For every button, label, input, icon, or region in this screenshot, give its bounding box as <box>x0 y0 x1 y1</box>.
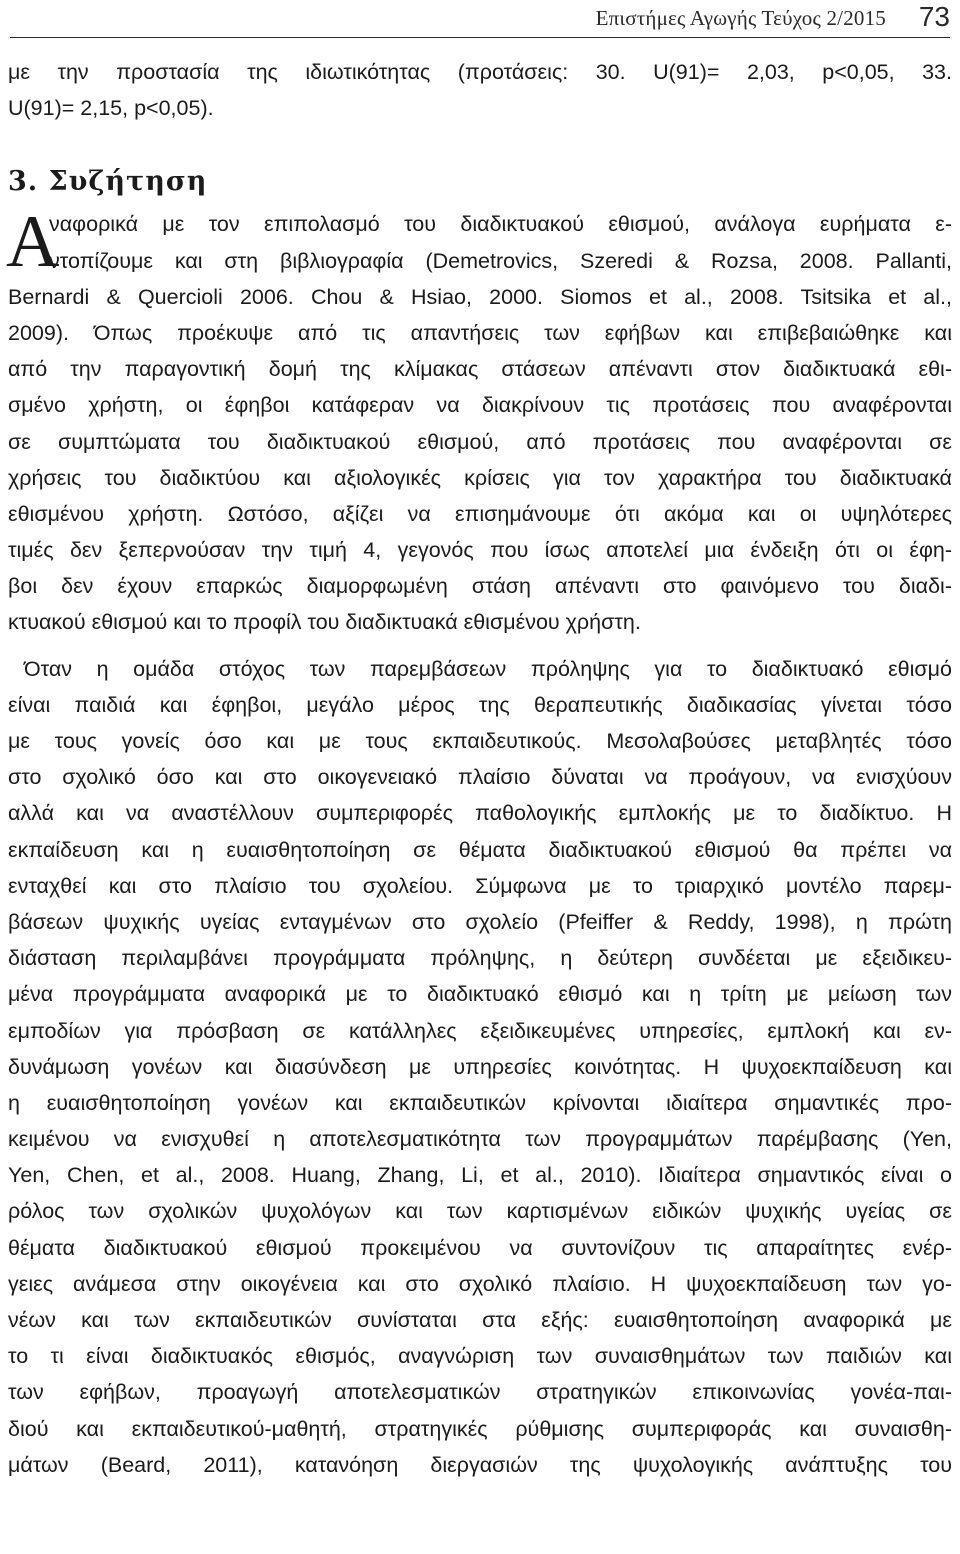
paragraph-line: κειμένου να ενισχυθεί η αποτελεσματικότητα των προγραμμάτων παρέμβασης (Yen, <box>8 1127 952 1152</box>
paragraph-discussion <box>6 201 952 640</box>
running-header <box>10 0 950 38</box>
paragraph-line: Bernardi & Quercioli 2006. Chou & Hsiao, 2000. Siomos et al., 2008. Tsitsika et al., <box>8 284 952 309</box>
paragraph-line: η ευαισθητοποίηση γονέων και εκπαιδευτικών κρίνονται ιδιαίτερα σημαντικές προ- <box>8 1090 952 1115</box>
paragraph-line: εθισμένου χρήστη. Ωστόσο, αξίζει να επισημάνουμε ότι ακόμα και οι υψηλότερες <box>8 501 952 526</box>
paragraph-line: είναι παιδιά και έφηβοι, μεγάλο μέρος της θεραπευτικής διαδικασίας γίνεται τόσο <box>8 692 952 717</box>
paragraph-line: βοι δεν έχουν επαρκώς διαμορφωμένη στάση απέναντι στο φαινόμενο του διαδι- <box>8 574 952 599</box>
paragraph-line: βάσεων ψυχικής υγείας ενταγμένων στο σχολείο (Pfeiffer & Reddy, 1998), η πρώτη <box>8 909 952 934</box>
paragraph-line: δυνάμωση γονέων και διασύνδεση με υπηρεσίες κοινότητας. Η ψυχοεκπαίδευση και <box>8 1054 952 1079</box>
paragraph-line: μένα προγράμματα αναφορικά με το διαδικτυακό εθισμό και η τρίτη με μείωση των <box>8 982 952 1007</box>
paragraph-prevention <box>8 651 952 1483</box>
paragraph-line: σε συμπτώματα του διαδικτυακού εθισμού, από προτάσεις που αναφέρονται σε <box>8 429 952 454</box>
intro-line: U(91)= 2,15, p<0,05). <box>8 96 214 121</box>
paragraph-spacer <box>8 641 952 651</box>
paragraph-line: το τι είναι διαδικτυακός εθισμός, αναγνώριση των συναισθημάτων των παιδιών και <box>8 1344 952 1369</box>
paragraph-line: διάσταση περιλαμβάνει προγράμματα πρόληψης, η δεύτερη συνδέεται με εξειδικευ- <box>8 946 952 971</box>
paragraph-line: εμποδίων για πρόσβαση σε κατάλληλες εξειδικευμένες υπηρεσίες, εμπλοκή και εν- <box>8 1018 952 1043</box>
paragraph-line: στο σχολικό όσο και στο οικογενειακό πλαίσιο δύναται να προάγουν, να ενισχύουν <box>8 765 952 790</box>
paragraph-line: διού και εκπαιδευτικού-μαθητή, στρατηγικές ρύθμισης συμπεριφοράς και συναισθη- <box>8 1416 952 1441</box>
intro-line: με την προστασία της ιδιωτικότητας (προτάσεις: 30. U(91)= 2,03, p<0,05, 33. <box>8 60 952 84</box>
paragraph-line: χρήσεις του διαδικτύου και αξιολογικές κρίσεις για τον χαρακτήρα του διαδικτυακά <box>8 465 952 490</box>
paragraph-line: εκπαίδευση και η ευαισθητοποίηση σε θέματα διαδικτυακού εθισμού θα πρέπει να <box>8 837 952 862</box>
section-spacer <box>8 126 952 158</box>
paragraph-line: κτυακού εθισμού και το προφίλ του διαδικτυακά εθισμένου χρήστη. <box>8 610 641 635</box>
header-rule <box>10 37 950 38</box>
paragraph-line: νέων και των εκπαιδευτικών συνίσταται στα εξής: ευαισθητοποίηση αναφορικά με <box>8 1308 952 1332</box>
paragraph-line: αλλά και να αναστέλλουν συμπεριφορές παθολογικής εμπλοκής με το διαδίκτυο. Η <box>8 801 952 826</box>
paragraph-line: από την παραγοντική δομή της κλίμακας στάσεων απέναντι στον διαδικτυακά εθι- <box>8 357 952 382</box>
paragraph-line: 2009). Όπως προέκυψε από τις απαντήσεις των εφήβων και επιβεβαιώθηκε και <box>8 320 952 345</box>
paragraph-line: μάτων (Beard, 2011), κατανόηση διεργασιών της ψυχολογικής ανάπτυξης του <box>8 1452 952 1477</box>
page-number: 73 <box>918 1 950 32</box>
journal-title: Επιστήμες Αγωγής Τεύχος 2/2015 <box>595 6 886 30</box>
paragraph-line: ντοπίζουμε και στη βιβλιογραφία (Demetrovics, Szeredi & Rozsa, 2008. Pallanti, <box>49 248 952 273</box>
paragraph-line: σμένο χρήστη, οι έφηβοι κατάφεραν να διακρίνουν τις προτάσεις που αναφέρονται <box>8 393 952 418</box>
drop-cap: Α <box>6 201 60 284</box>
paragraph-line: Όταν η ομάδα στόχος των παρεμβάσεων πρόληψης για το διαδικτυακό εθισμό <box>24 656 952 681</box>
body-text <box>8 54 952 1483</box>
paragraph-line: με τους γονείς όσο και με τους εκπαιδευτικούς. Μεσολαβούσες μεταβλητές τόσο <box>8 729 952 753</box>
paragraph-line: Yen, Chen, et al., 2008. Huang, Zhang, Li, et al., 2010). Ιδιαίτερα σημαντικός είναι ο <box>8 1163 952 1188</box>
section-heading: 3. Συζήτηση <box>8 166 208 198</box>
paragraph-line: ενταχθεί και στο πλαίσιο του σχολείου. Σύμφωνα με το τριαρχικό μοντέλο παρεμ- <box>8 873 952 898</box>
paragraph-line: ναφορικά με τον επιπολασμό του διαδικτυακού εθισμού, ανάλογα ευρήματα ε- <box>49 212 952 237</box>
paragraph-line: των εφήβων, προαγωγή αποτελεσματικών στρατηγικών επικοινωνίας γονέα-παι- <box>8 1380 952 1405</box>
paragraph-line: τιμές δεν ξεπερνούσαν την τιμή 4, γεγονός που ίσως αποτελεί μια ένδειξη ότι οι έφη- <box>8 538 952 563</box>
paragraph-line: θέματα διαδικτυακού εθισμού προκειμένου να συντονίζουν τις απαραίτητες ενέρ- <box>8 1235 952 1260</box>
paragraph-line: γειες ανάμεσα στην οικογένεια και στο σχολικό πλαίσιο. Η ψυχοεκπαίδευση των γο- <box>8 1271 952 1296</box>
paragraph-line: ρόλος των σχολικών ψυχολόγων και των καρτισμένων ειδικών ψυχικής υγείας σε <box>8 1199 952 1224</box>
